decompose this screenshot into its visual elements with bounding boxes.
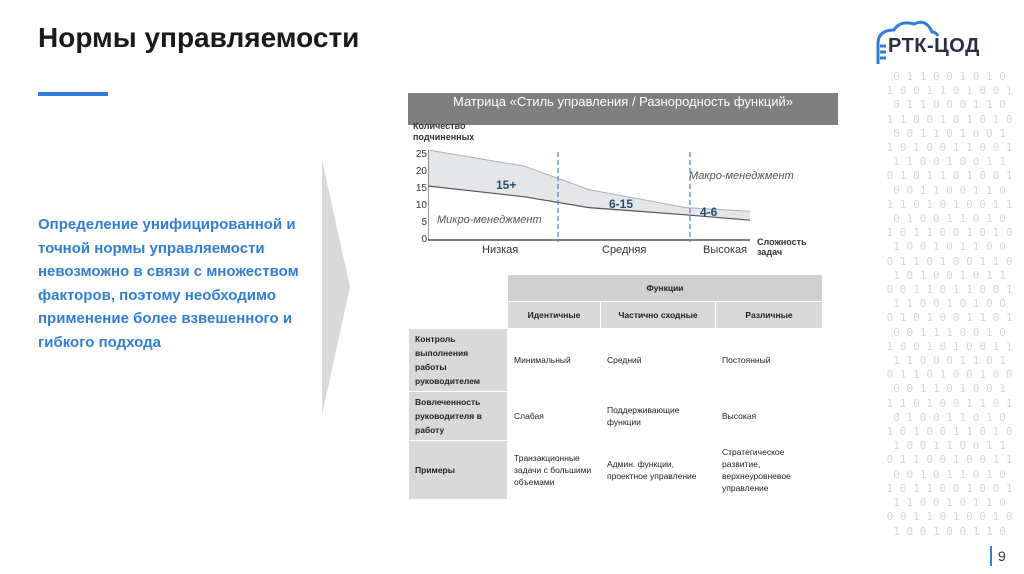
table-cell: Транзакционные задачи с большими объемами xyxy=(508,441,601,500)
row-label: Вовлеченность руководителя в работу xyxy=(409,392,508,441)
y-tick: 15 xyxy=(415,183,427,194)
table-cell: Высокая xyxy=(716,392,823,441)
x-category-high: Высокая xyxy=(703,244,748,256)
macro-management-label: Макро-менеджмент xyxy=(689,170,794,182)
zone-label-medium: 6-15 xyxy=(609,197,634,211)
zone-label-low: 15+ xyxy=(496,178,517,192)
matrix-plot xyxy=(428,150,758,242)
slide-title: Нормы управляемости xyxy=(38,22,360,53)
y-tick: 5 xyxy=(421,217,427,228)
table-cell: Постоянный xyxy=(716,329,823,392)
row-label: Примеры xyxy=(409,441,508,500)
lead-text: Определение унифицированной и точной нормы управляемости невозможно в связи с множеством факторов, поэтому необходимо применение более взвешенного и гибкого подхода xyxy=(38,216,299,351)
table-row xyxy=(409,441,823,500)
table-cell: Поддерживающие функции xyxy=(601,392,716,441)
micro-management-label: Микро-менеджмент xyxy=(437,214,542,226)
table-row xyxy=(409,392,823,441)
row-label: Контроль выполнения работы руководителем xyxy=(409,329,508,392)
column-header: Различные xyxy=(716,302,823,329)
table-cell: Слабая xyxy=(508,392,601,441)
column-header: Частично сходные xyxy=(601,302,716,329)
matrix-header: Матрица «Стиль управления / Разнородность функций» xyxy=(408,93,838,125)
x-axis-label: Сложность задач xyxy=(757,237,807,257)
x-category-low: Низкая xyxy=(482,244,519,256)
y-tick: 20 xyxy=(415,166,427,177)
table-row xyxy=(409,329,823,392)
functions-group-header: Функции xyxy=(508,275,823,302)
y-axis-label: Количество подчиненных xyxy=(413,121,475,142)
functions-table xyxy=(408,274,823,500)
table-cell: Админ. функции, проектное управление xyxy=(601,441,716,500)
zone-label-high: 4-6 xyxy=(700,205,718,219)
table-cell: Средний xyxy=(601,329,716,392)
column-header: Идентичные xyxy=(508,302,601,329)
y-tick: 0 xyxy=(421,234,427,245)
title-underline xyxy=(38,92,108,96)
y-tick: 10 xyxy=(415,200,427,211)
binary-background-decoration: 0 1 1 0 0 1 0 1 0 1 0 0 1 1 0 1 0 0 1 0 1 1 0 0 0 1 1 0 1 1 0 0 1 0 1 0 1 0 0 0 1 1 0 1 0 0 1 1 0 1 0 0 1 1 0 0 1 1 1 0 0 1 0 0 1 1 0 1 0 1 1 0 1 0 0 1 0 0 1 1 0 0 1 1 0 1 1 0 1 0 1 0 0 1 1 0 1 0 0 1 1 0 1 0 1 0 1 1 0 0 1 0 1 0 1 0 0 1 0 1 1 0 0 0 1 1 0 1 0 0 1 1 0 1 0 1 0 0 1 0 1 1 0 0 1 1 0 1 1 0 0 1 1 1 0 0 1 0 1 0 0 0 1 0 1 0 0 1 1 0 1 0 0 1 1 1 0 0 1 0 1 0 0 1 0 1 0 0 1 1 1 1 0 0 0 1 1 0 1 0 1 1 0 1 0 0 1 0 0 0 0 1 1 0 1 0 0 1 1 1 0 1 0 0 1 1 0 1 0 1 0 0 1 1 0 1 0 1 0 1 0 0 1 1 0 1 0 1 0 0 1 1 0 0 1 1 0 1 1 0 0 1 0 0 1 1 0 0 1 0 1 1 0 1 0 1 0 1 1 0 0 1 0 0 1 1 1 0 0 1 0 1 1 0 0 0 1 1 0 1 0 0 1 0 1 0 0 1 0 0 1 1 0 xyxy=(886,70,1013,538)
table-cell: Стратегическое развитие, верхнеуровневое управление xyxy=(716,441,823,500)
chevron-right-icon xyxy=(322,160,352,415)
y-tick: 25 xyxy=(415,149,427,160)
logo-text: РТК-ЦОД xyxy=(888,35,980,57)
x-category-medium: Средняя xyxy=(602,244,647,256)
page-number-bar xyxy=(990,546,992,566)
page-number: 9 xyxy=(998,548,1006,564)
table-cell: Минимальный xyxy=(508,329,601,392)
